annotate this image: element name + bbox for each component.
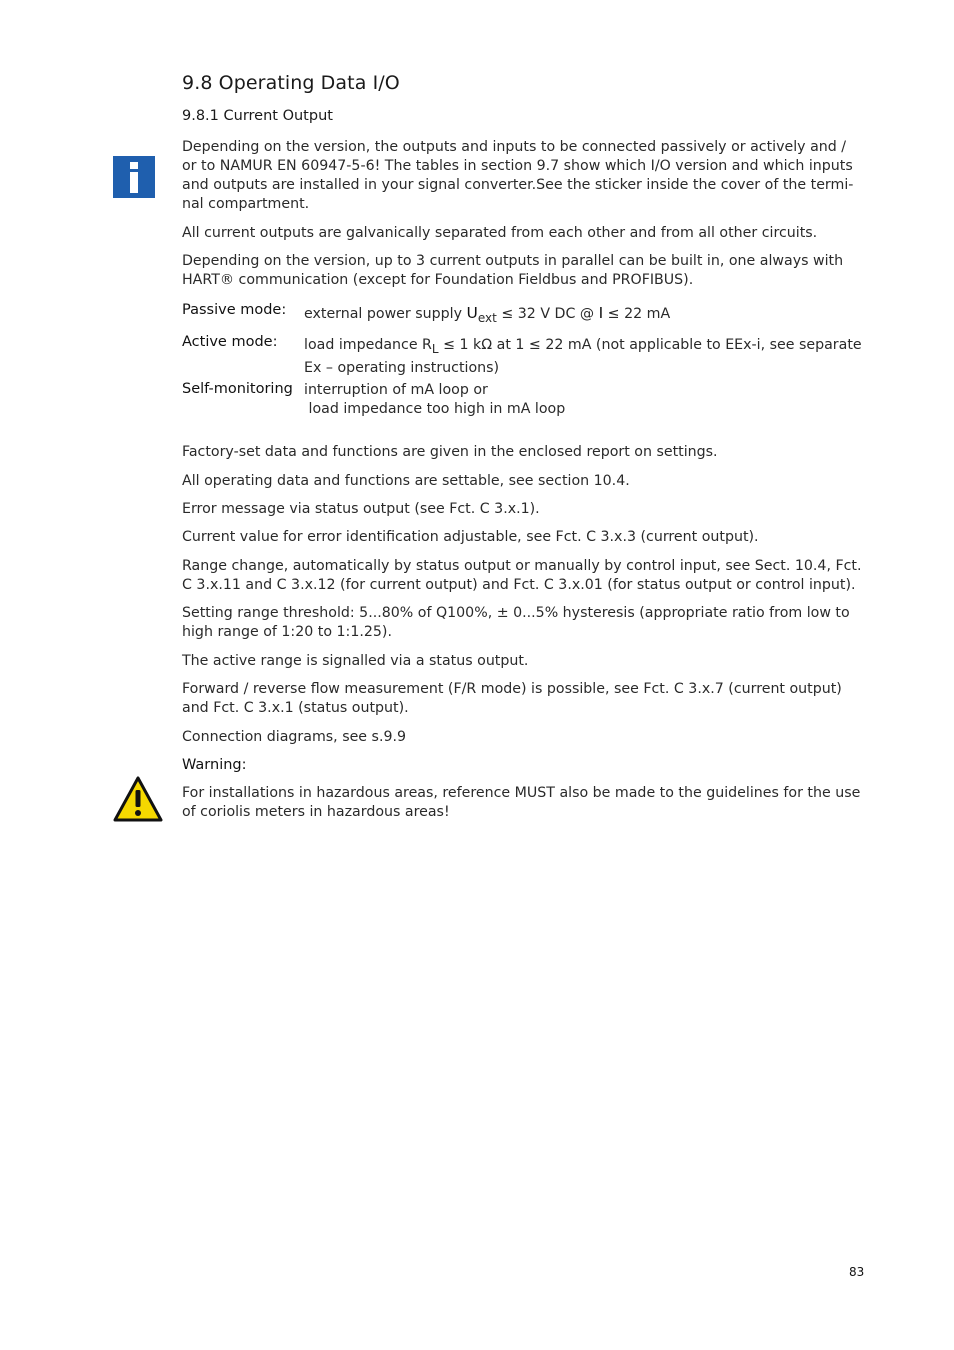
warning-text: For installations in hazardous areas, reference MUST also be made to the guidelines for the use of coriolis meters in hazardous areas! <box>182 785 861 820</box>
intro-paragraph-1: Depending on the version, the outputs and inputs to be connected passively or actively and / or to NAMUR EN 60947-5-6! The tables in section 9.7 show which I/O version and which inputs and outputs are installed in your signal converter.See the sticker inside the cover of the termi-nal compartment. <box>182 139 854 212</box>
note-current-value: Current value for error identification adjustable, see Fct. C 3.x.3 (current output). <box>182 529 759 545</box>
note-connection-diagrams: Connection diagrams, see s.9.9 <box>182 729 407 745</box>
passive-mode-value: external power supply $U_{ext} \le 32$ V DC @ I ≤ 22 mA <box>304 304 671 325</box>
passive-mode-label: Passive mode: <box>182 302 287 318</box>
note-factory-set: Factory-set data and functions are given in the enclosed report on settings. <box>182 444 718 460</box>
note-error-message: Error message via status output (see Fct. C 3.x.1). <box>182 501 540 517</box>
active-mode-value: load impedance $R_L \le 1$ kΩ at 1 ≤ 22 mA (not applicable to EEx-i, see separate Ex – operating instructions) <box>304 337 862 376</box>
subsection-title: 9.8.1 Current Output <box>182 108 333 124</box>
note-range-threshold: Setting range threshold: 5...80% of Q100%, ± 0...5% hysteresis (appropriate ratio from low to high range of 1:20 to 1:1.25). <box>182 605 850 640</box>
intro-paragraph-2: All current outputs are galvanically separated from each other and from all other circuits. <box>182 225 818 241</box>
note-active-range: The active range is signalled via a status output. <box>182 653 529 669</box>
self-monitoring-value: interruption of mA loop or load impedance too high in mA loop <box>304 382 566 417</box>
page-number: 83 <box>849 1265 865 1279</box>
section-title: 9.8 Operating Data I/O <box>182 72 400 94</box>
note-operating-data: All operating data and functions are settable, see section 10.4. <box>182 473 630 489</box>
active-mode-label: Active mode: <box>182 334 278 350</box>
self-monitoring-label: Self-monitoring <box>182 381 293 397</box>
note-forward-reverse: Forward / reverse flow measurement (F/R mode) is possible, see Fct. C 3.x.7 (current output) and Fct. C 3.x.1 (status output). <box>182 681 842 716</box>
info-icon <box>113 156 155 198</box>
note-range-change: Range change, automatically by status output or manually by control input, see Sect. 10.4, Fct. C 3.x.11 and C 3.x.12 (for current output) and Fct. C 3.x.01 (for status output or control input). <box>182 558 862 593</box>
warning-label: Warning: <box>182 757 247 773</box>
intro-paragraph-3: Depending on the version, up to 3 current outputs in parallel can be built in, one always with HART® communication (except for Foundation Fieldbus and PROFIBUS). <box>182 253 844 288</box>
warning-triangle-icon <box>113 776 163 822</box>
